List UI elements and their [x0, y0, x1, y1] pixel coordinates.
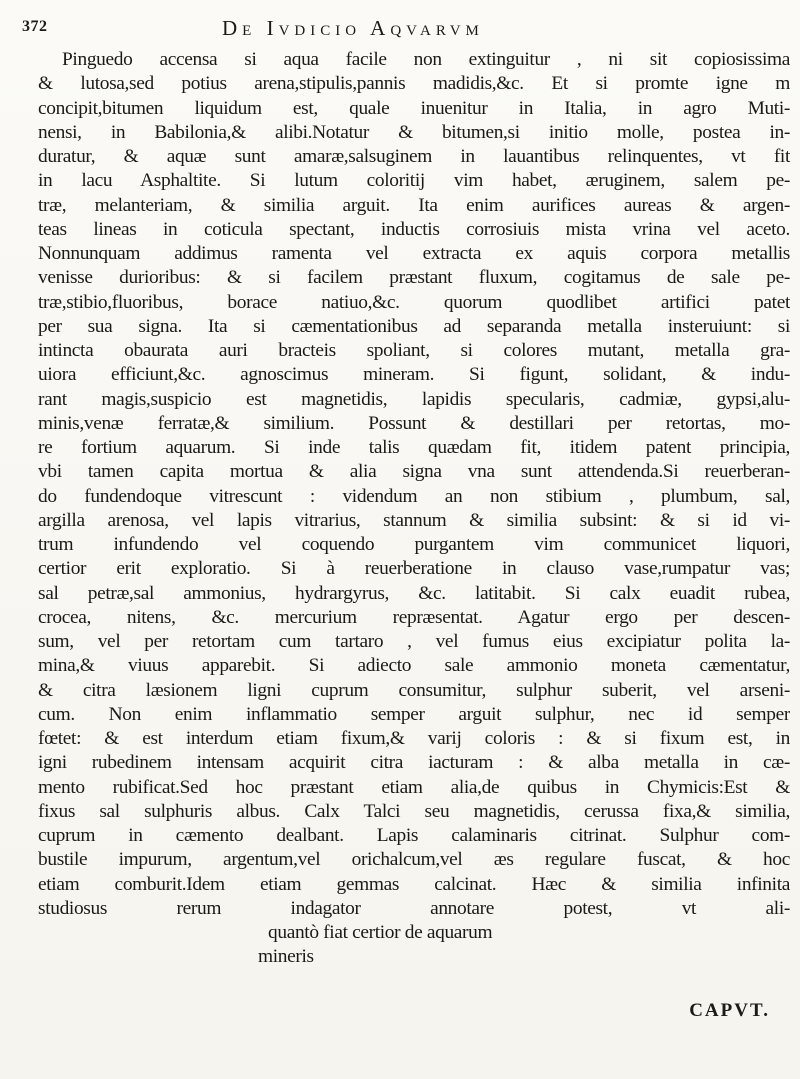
- text-line: minis,venæ ferratæ,& similium. Possunt & destillari per retortas, mo-: [38, 412, 790, 434]
- text-line: vbi tamen capita mortua & alia signa vna sunt attendenda.Si reuerberan-: [38, 461, 790, 483]
- page-number: 372: [22, 18, 48, 35]
- text-line: intincta obaurata auri bracteis spoliant, si colores mutant, metalla gra-: [38, 340, 790, 361]
- text-line: rant magis,suspicio est magnetidis, lapidis specularis, cadmiæ, gypsi,alu-: [38, 388, 790, 410]
- text-line: træ, melanteriam, & similia arguit. Ita enim aurifices aureas & argen-: [38, 194, 790, 216]
- text-line: venisse durioribus: & si facilem præstant fluxum, cogitamus de sale pe-: [38, 267, 790, 289]
- page-header: [22, 10, 740, 40]
- text-line: cum. Non enim inflammatio semper arguit sulphur, nec id semper: [38, 703, 790, 725]
- text-line: mineris: [258, 946, 314, 968]
- text-line: igni rubedinem intensam acquirit citra iacturam : & alba metalla in cæ-: [38, 752, 790, 774]
- text-line: per sua signa. Ita si cæmentationibus ad separanda metalla insteruiunt: si: [38, 315, 790, 337]
- text-line: & lutosa,sed potius arena,stipulis,pannis madidis,&c. Et si promte igne m: [38, 73, 790, 95]
- text-line: fixus sal sulphuris albus. Calx Talci seu magnetidis, cerussa fixa,& similia,: [38, 800, 790, 822]
- text-line: teas lineas in coticula spectant, inductis corrosiuis mista vrina vel aceto.: [38, 218, 790, 240]
- text-line: cuprum in cæmento dealbant. Lapis calaminaris citrinat. Sulphur com-: [38, 825, 790, 846]
- text-line: re fortium aquarum. Si inde talis quædam fit, itidem patent principia,: [38, 437, 790, 458]
- text-line: in lacu Asphaltite. Si lutum coloritij vim habet, æruginem, salem pe-: [38, 170, 790, 192]
- catchword: CAPVT.: [689, 1000, 770, 1021]
- running-title: De Ivdicio Aqvarvm: [222, 16, 484, 40]
- text-line: trum infundendo vel coquendo purgantem vim communicet liquori,: [38, 534, 790, 555]
- text-line: & citra læsionem ligni cuprum consumitur, sulphur suberit, vel arseni-: [38, 679, 790, 701]
- text-line: uiora efficiunt,&c. agnoscimus mineram. Si figunt, solidant, & indu-: [38, 364, 790, 386]
- text-line: duratur, & aquæ sunt amaræ,salsuginem in lauantibus relinquentes, vt fit: [38, 146, 790, 167]
- text-line: fœtet: & est interdum etiam fixum,& varij coloris : & si fixum est, in: [38, 728, 790, 749]
- text-line: træ,stibio,fluoribus, borace natiuo,&c. quorum quodlibet artifici patet: [38, 291, 790, 313]
- text-line: sum, vel per retortam cum tartaro , vel fumus eius excipiatur polita la-: [38, 631, 790, 652]
- text-line: etiam comburit.Idem etiam gemmas calcinat. Hæc & similia infinita: [38, 873, 790, 895]
- text-line: nensi, in Babilonia,& alibi.Notatur & bitumen,si initio molle, postea in-: [38, 121, 790, 143]
- text-line: concipit,bitumen liquidum est, quale inuenitur in Italia, in agro Muti-: [38, 97, 790, 119]
- text-line: certior erit exploratio. Si à reuerberatione in clauso vase,rumpatur vas;: [38, 558, 790, 580]
- text-line: studiosus rerum indagator annotare potest, vt ali-: [38, 897, 790, 919]
- text-line: bustile impurum, argentum,vel orichalcum,vel æs regulare fuscat, & hoc: [38, 849, 790, 871]
- text-line: sal petræ,sal ammonius, hydrargyrus, &c. latitabit. Si calx euadit rubea,: [38, 582, 790, 604]
- text-line: argilla arenosa, vel lapis vitrarius, stannum & similia subsint: & si id vi-: [38, 509, 790, 531]
- body-text: [38, 48, 790, 970]
- text-line: quantò fiat certior de aquarum: [268, 922, 493, 943]
- text-line: mina,& viuus apparebit. Si adiecto sale ammonio moneta cæmentatur,: [38, 655, 790, 677]
- text-line: Pinguedo accensa si aqua facile non extinguitur , ni sit copiosissima: [62, 49, 790, 70]
- text-line: mento rubificat.Sed hoc præstant etiam alia,de quibus in Chymicis:Est &: [38, 776, 790, 798]
- text-line: crocea, nitens, &c. mercurium repræsentat. Agatur ergo per descen-: [38, 606, 790, 628]
- text-line: do fundendoque vitrescunt : videndum an non stibium , plumbum, sal,: [38, 485, 790, 507]
- text-line: Nonnunquam addimus ramenta vel extracta ex aquis corpora metallis: [38, 243, 790, 264]
